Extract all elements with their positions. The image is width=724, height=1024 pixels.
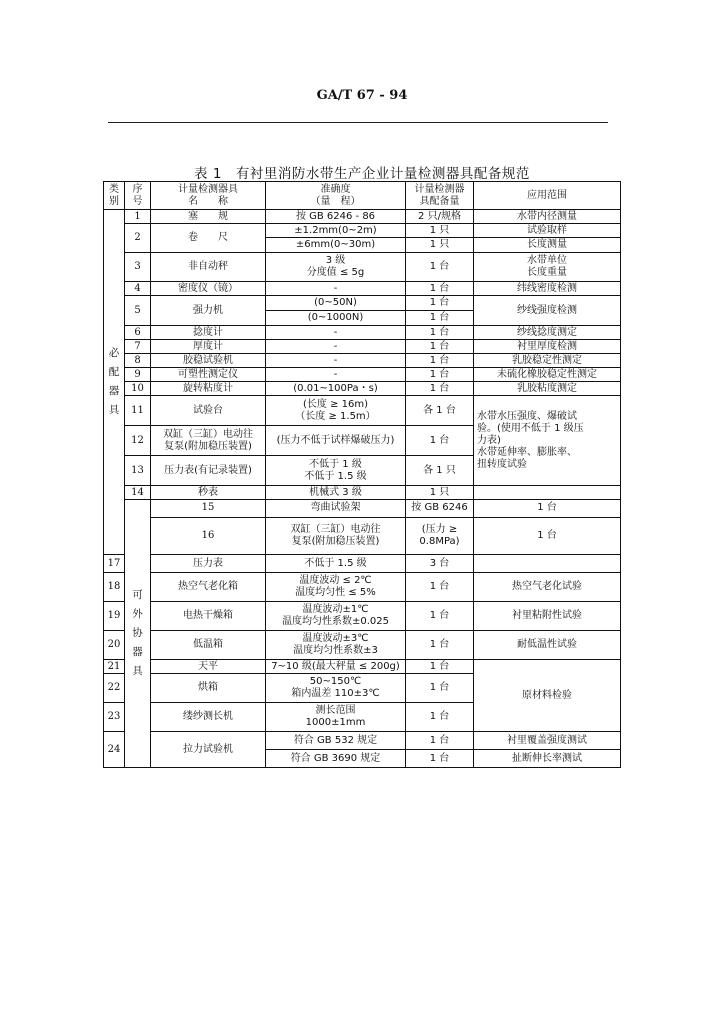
- accuracy-value: 7~10 级(最大秤量 ≤ 200g): [266, 660, 406, 674]
- row-number: 21: [104, 660, 125, 674]
- header-rule: [108, 122, 608, 123]
- accuracy-value: 按 GB 6246: [406, 500, 474, 518]
- header-number: 序 号: [125, 182, 151, 210]
- quantity-value: 1 台: [406, 732, 474, 750]
- quantity-value: 1 台: [406, 750, 474, 768]
- table-header-row: [104, 182, 621, 210]
- application-value: 纱线强度检测: [474, 296, 621, 326]
- accuracy-value: 按 GB 6246 - 86: [266, 210, 406, 224]
- accuracy-value: ±6mm(0~30m): [266, 238, 406, 253]
- accuracy-value: (0.01~100Pa・s): [266, 382, 406, 396]
- quantity-value: 1 台: [406, 602, 474, 631]
- table-row: [104, 340, 621, 354]
- quantity-value: 1 台: [406, 282, 474, 296]
- instrument-name: 压力表: [151, 555, 266, 573]
- row-number: 20: [104, 631, 125, 660]
- instrument-name: 塞 规: [151, 210, 266, 224]
- table-row: [104, 555, 621, 573]
- quantity-value: 3 台: [406, 555, 474, 573]
- instrument-name: 强力机: [151, 296, 266, 326]
- table-row: [104, 368, 621, 382]
- application-value: 扯断伸长率测试: [474, 750, 621, 768]
- row-number: 10: [125, 382, 151, 396]
- quantity-value: 1 台: [406, 296, 474, 311]
- instrument-name: 双缸（三缸）电动往 复泵(附加稳压装置): [151, 426, 266, 456]
- header-accuracy: 准确度 （量 程）: [266, 182, 406, 210]
- accuracy-value: 符合 GB 532 规定: [266, 732, 406, 750]
- table-row: [104, 573, 621, 602]
- table-row: [104, 210, 621, 224]
- application-value: 未硫化橡胶稳定性测定: [474, 368, 621, 382]
- instrument-name: 缕纱测长机: [151, 703, 266, 732]
- category-required: 必 配 器 具: [104, 210, 125, 555]
- accuracy-value: -: [266, 340, 406, 354]
- accuracy-value: 3 级 分度值 ≤ 5g: [266, 253, 406, 282]
- quantity-value: 1 只: [406, 224, 474, 238]
- row-number: 9: [125, 368, 151, 382]
- row-number: 5: [125, 296, 151, 326]
- accuracy-value: -: [266, 354, 406, 368]
- table-row: [104, 486, 621, 500]
- application-value: 水带内径测量: [474, 210, 621, 224]
- quantity-value: 1 只: [406, 486, 474, 500]
- table-row: [104, 660, 621, 674]
- accuracy-value: -: [266, 282, 406, 296]
- table-row: [104, 282, 621, 296]
- application-value: 热空气老化试验: [474, 573, 621, 602]
- accuracy-value: 符合 GB 3690 规定: [266, 750, 406, 768]
- instrument-name: 胶稳试验机: [151, 354, 266, 368]
- row-number: 17: [104, 555, 125, 573]
- accuracy-value: 温度波动±1℃ 温度均匀性系数±0.025: [266, 602, 406, 631]
- accuracy-value: 不低于 1 级 不低于 1.5 级: [266, 456, 406, 486]
- quantity-value: 2 只/规格: [406, 210, 474, 224]
- instrument-name: 捻度计: [151, 326, 266, 340]
- table-caption: 表 1 有衬里消防水带生产企业计量检测器具配备规范: [194, 166, 530, 182]
- table-row: [104, 326, 621, 340]
- instrument-name: 拉力试验机: [151, 732, 266, 768]
- table-row: [104, 382, 621, 396]
- row-number: 23: [104, 703, 125, 732]
- table-row: [104, 517, 621, 555]
- row-number: 13: [125, 456, 151, 486]
- table-row: [104, 631, 621, 660]
- quantity-value: 1 台: [406, 703, 474, 732]
- accuracy-value: (0~1000N): [266, 311, 406, 326]
- instrument-name: 天平: [151, 660, 266, 674]
- table-row: [104, 732, 621, 750]
- application-value: 耐低温性试验: [474, 631, 621, 660]
- application-value: 水带水压强度、爆破试 验。(使用不低于 1 级压 力表) 水带延伸率、膨胀率、 扭转度试验: [474, 396, 621, 486]
- accuracy-value: 50~150℃ 箱内温差 110±3℃: [266, 674, 406, 703]
- instrument-name: 试验台: [151, 396, 266, 426]
- quantity-value: 1 台: [406, 354, 474, 368]
- application-value: 水带单位 长度重量: [474, 253, 621, 282]
- quantity-value: 1 台: [406, 573, 474, 602]
- row-number: 22: [104, 674, 125, 703]
- instrument-name: 旋转粘度计: [151, 382, 266, 396]
- application-value: [474, 486, 621, 500]
- table-row: [104, 602, 621, 631]
- accuracy-value: -: [266, 368, 406, 382]
- instrument-name: 卷 尺: [151, 224, 266, 253]
- row-number: 4: [125, 282, 151, 296]
- quantity-value: 1 台: [406, 631, 474, 660]
- application-value: 衬里厚度检测: [474, 340, 621, 354]
- document-header: GA/T 67 - 94: [316, 88, 408, 103]
- row-number: 1: [125, 210, 151, 224]
- row-number: 3: [125, 253, 151, 282]
- application-value: 纬线密度检测: [474, 282, 621, 296]
- table-row: [104, 500, 621, 518]
- instrument-name: 厚度计: [151, 340, 266, 354]
- accuracy-value: 温度波动 ≤ 2℃ 温度均匀性 ≤ 5%: [266, 573, 406, 602]
- quantity-value: 1 台: [474, 500, 621, 518]
- header-name: 计量检测器具 名 称: [151, 182, 266, 210]
- instrument-name: 弯曲试验架: [266, 500, 406, 518]
- accuracy-value: ±1.2mm(0~2m): [266, 224, 406, 238]
- quantity-value: 各 1 台: [406, 396, 474, 426]
- accuracy-value: (压力不低于试样爆破压力): [266, 426, 406, 456]
- instrument-name: 热空气老化箱: [151, 573, 266, 602]
- application-value: 长度测量: [474, 238, 621, 253]
- instrument-name: 秒表: [151, 486, 266, 500]
- quantity-value: 1 台: [406, 311, 474, 326]
- row-number: 2: [125, 224, 151, 253]
- quantity-value: 1 台: [406, 253, 474, 282]
- quantity-value: 1 台: [406, 674, 474, 703]
- instrument-name: 可塑性测定仪: [151, 368, 266, 382]
- instrument-name: 非自动秤: [151, 253, 266, 282]
- table-row: [104, 396, 621, 426]
- application-value: 乳胶粘度测定: [474, 382, 621, 396]
- application-value: 试验取样: [474, 224, 621, 238]
- instrument-name: 烘箱: [151, 674, 266, 703]
- quantity-value: 1 台: [406, 660, 474, 674]
- application-value: 衬里覆盖强度测试: [474, 732, 621, 750]
- row-number: 12: [125, 426, 151, 456]
- quantity-value: 1 台: [406, 382, 474, 396]
- application-value: 衬里粘附性试验: [474, 602, 621, 631]
- row-number: 8: [125, 354, 151, 368]
- instrument-name: 压力表(有记录装置): [151, 456, 266, 486]
- table-row: [104, 354, 621, 368]
- table-row: [104, 224, 621, 238]
- accuracy-value: 不低于 1.5 级: [266, 555, 406, 573]
- instrument-name: 密度仪（镜）: [151, 282, 266, 296]
- equipment-table: [103, 181, 621, 768]
- header-quantity: 计量检测器 具配备量: [406, 182, 474, 210]
- row-number: 6: [125, 326, 151, 340]
- application-value: 乳胶稳定性测定: [474, 354, 621, 368]
- quantity-value: 1 只: [406, 238, 474, 253]
- instrument-name: 电热干燥箱: [151, 602, 266, 631]
- row-number: 18: [104, 573, 125, 602]
- category-optional: 可 外 协 器 具: [125, 500, 151, 768]
- quantity-value: 各 1 只: [406, 456, 474, 486]
- header-category: 类 别: [104, 182, 125, 210]
- accuracy-value: 温度波动±3℃ 温度均匀性系数±3: [266, 631, 406, 660]
- row-number: 14: [125, 486, 151, 500]
- application-value: 纱线捻度测定: [474, 326, 621, 340]
- row-number: 7: [125, 340, 151, 354]
- instrument-name: 双缸（三缸）电动往 复泵(附加稳压装置): [266, 517, 406, 555]
- quantity-value: 1 台: [406, 426, 474, 456]
- accuracy-value: 机械式 3 级: [266, 486, 406, 500]
- row-number: 19: [104, 602, 125, 631]
- row-number: 15: [151, 500, 266, 518]
- application-value: 原材料检验: [474, 660, 621, 732]
- accuracy-value: (长度 ≥ 16m) （长度 ≥ 1.5m）: [266, 396, 406, 426]
- row-number: 11: [125, 396, 151, 426]
- quantity-value: 1 台: [406, 340, 474, 354]
- accuracy-value: (压力 ≥ 0.8MPa): [406, 517, 474, 555]
- header-application: 应用范围: [474, 182, 621, 210]
- quantity-value: 1 台: [474, 517, 621, 555]
- row-number: 16: [151, 517, 266, 555]
- accuracy-value: 测长范围 1000±1mm: [266, 703, 406, 732]
- instrument-name: 低温箱: [151, 631, 266, 660]
- table-row: [104, 296, 621, 311]
- quantity-value: 1 台: [406, 368, 474, 382]
- quantity-value: 1 台: [406, 326, 474, 340]
- table-row: [104, 253, 621, 282]
- row-number: 24: [104, 732, 125, 768]
- accuracy-value: -: [266, 326, 406, 340]
- accuracy-value: (0~50N): [266, 296, 406, 311]
